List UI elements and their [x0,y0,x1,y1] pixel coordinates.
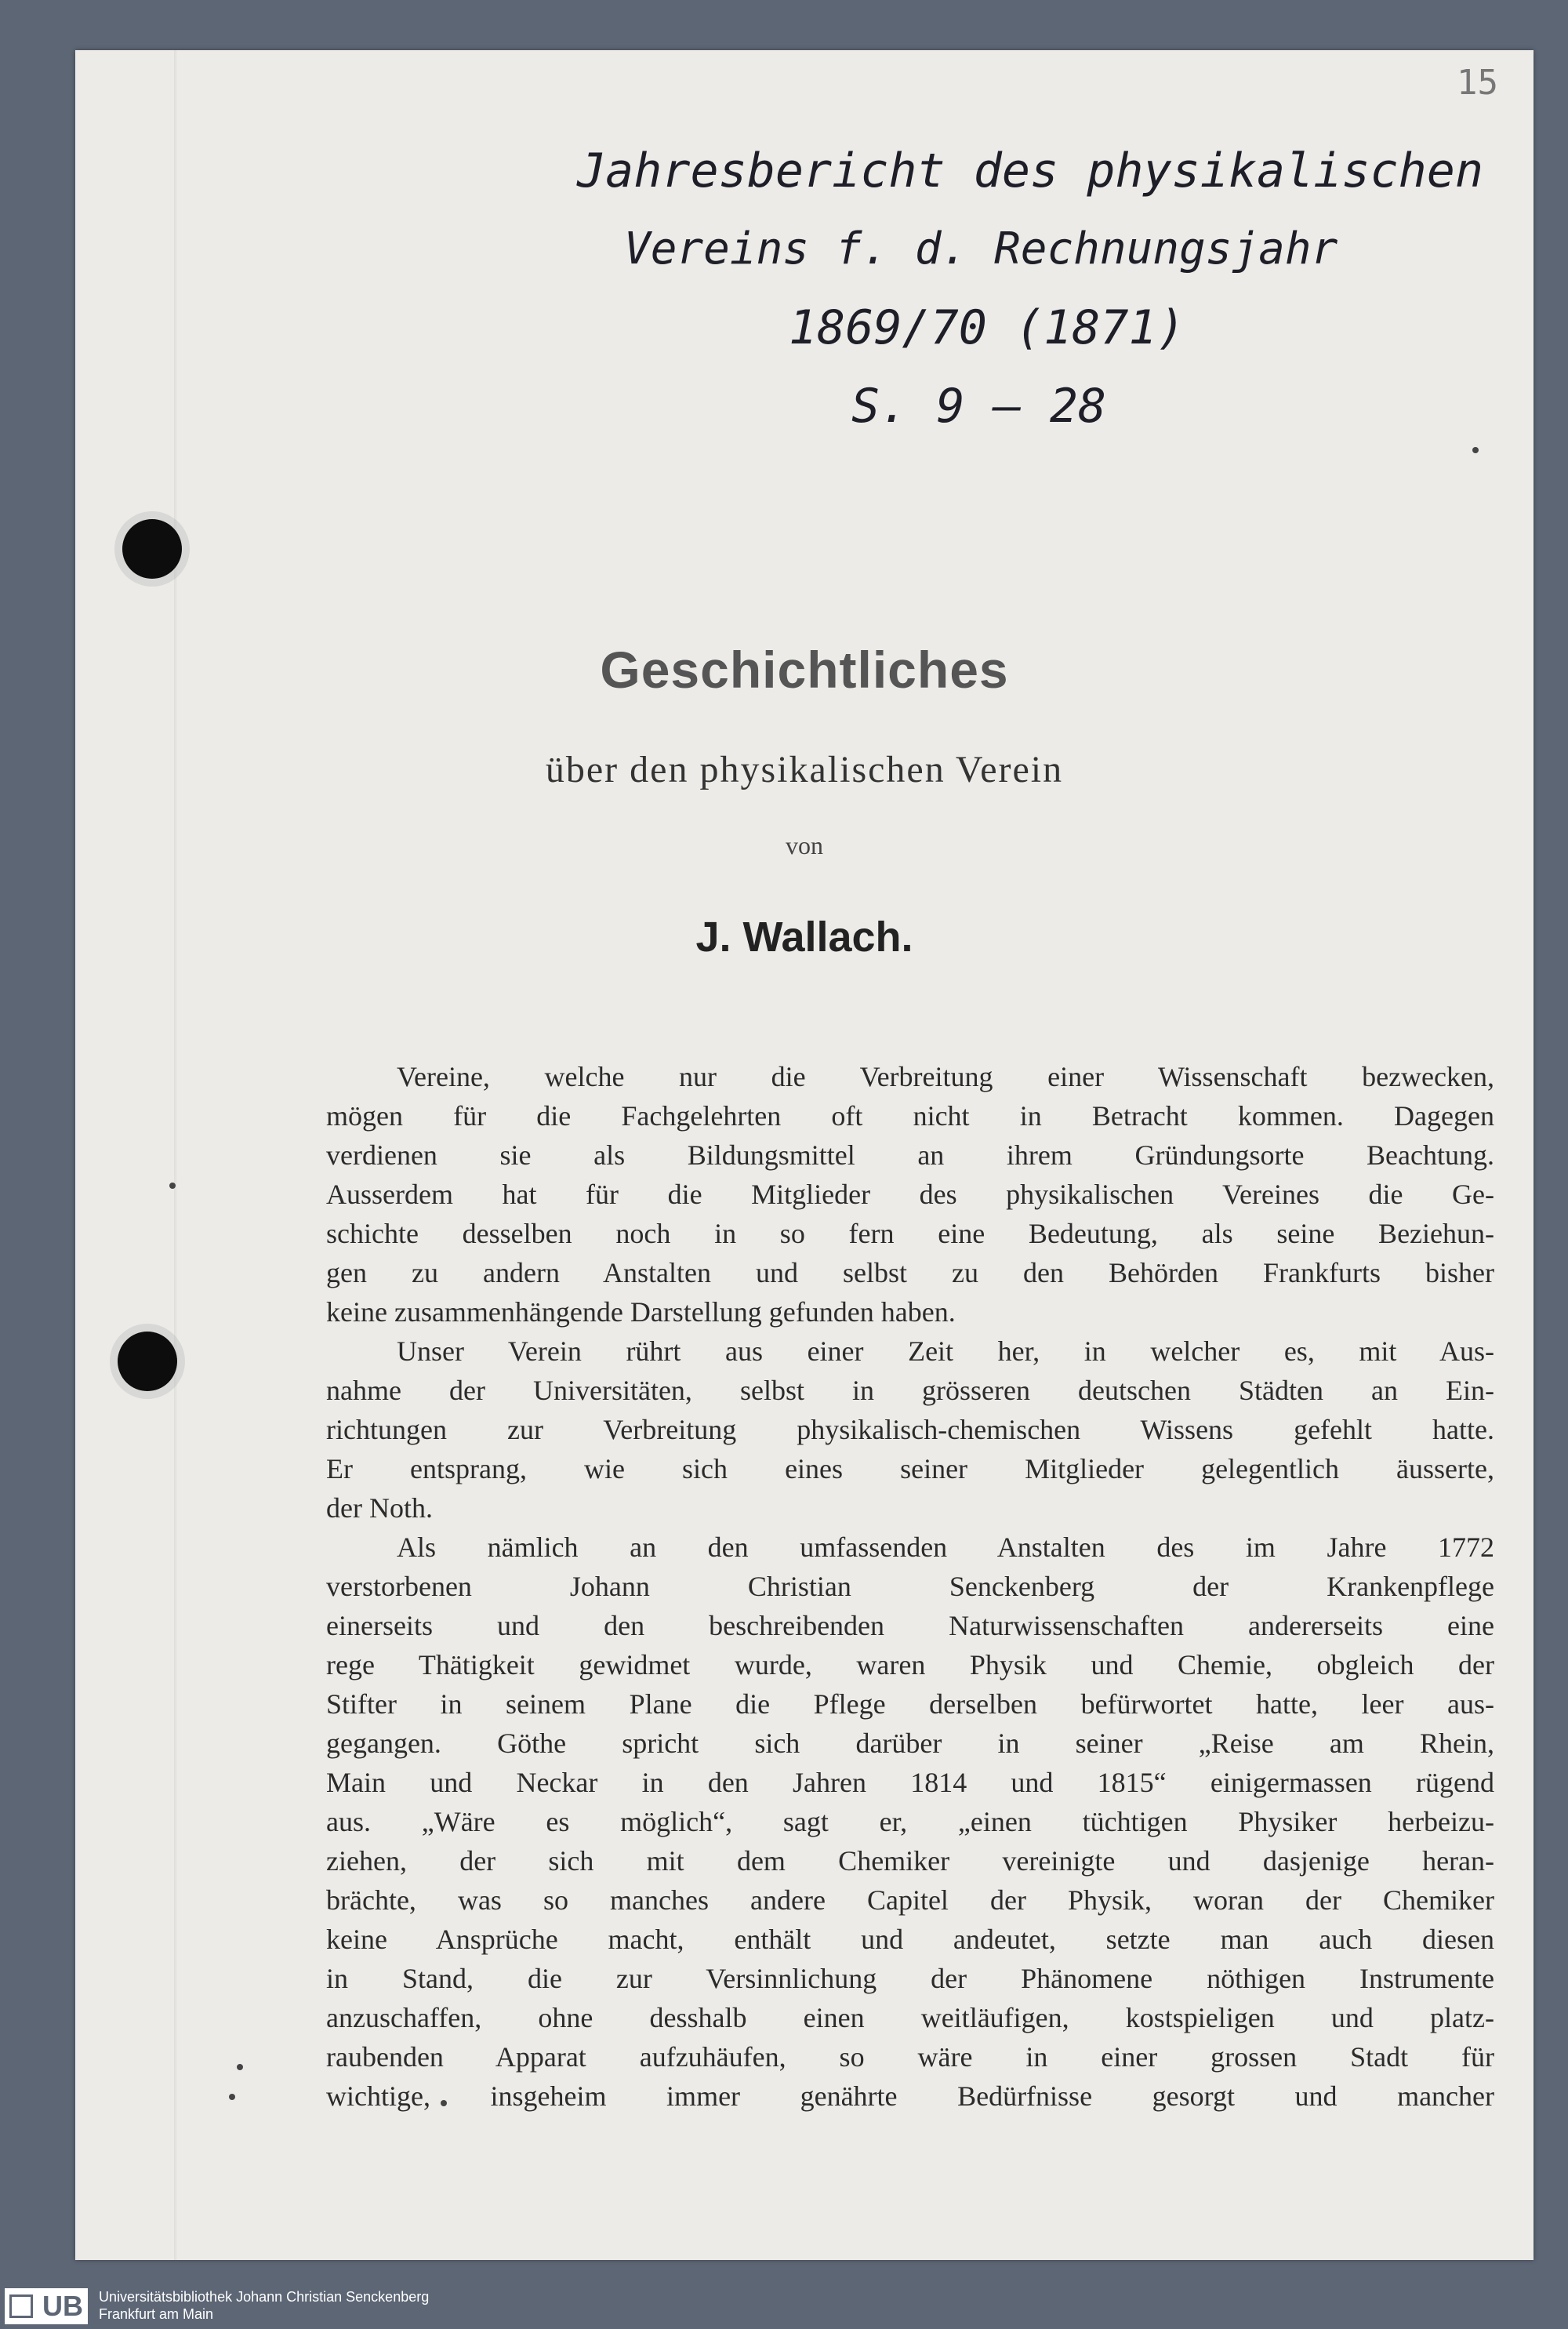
text-line: nahme der Universitäten, selbst in grösseren deutschen Städten an Ein- [326,1375,1494,1406]
text-line: Unser Verein rührt aus einer Zeit her, in welcher es, mit Aus- [397,1335,1494,1367]
text-line: brächte, was so manches andere Capitel der Physik, woran der Chemiker [326,1884,1494,1916]
body-text [326,1057,1494,2116]
byline-von: von [786,831,823,859]
punch-hole-bottom [118,1332,177,1391]
text-line: wichtige, insgeheim immer genährte Bedürfnisse gesorgt und mancher [326,2080,1494,2112]
text-line: anzuschaffen, ohne desshalb einen weitläufigen, kostspieligen und platz- [326,2002,1494,2033]
text-line: verdienen sie als Bildungsmittel an ihrem Gründungsorte Beachtung. [326,1139,1494,1171]
ub-logo [5,2288,88,2324]
footer-line-city: Frankfurt am Main [99,2306,214,2322]
text-line: Ausserdem hat für die Mitglieder des physikalischen Vereines die Ge- [326,1179,1494,1210]
text-line: raubenden Apparat aufzuhäufen, so wäre in einer grossen Stadt für [326,2041,1494,2073]
text-line: richtungen zur Verbreitung physikalisch-chemischen Wissens gefehlt hatte. [326,1414,1494,1445]
subtitle: über den physikalischen Verein [545,749,1064,790]
handwritten-line: Vereins f. d. Rechnungsjahr [624,223,1338,274]
speck [237,2064,243,2070]
text-line: keine Ansprüche macht, enthält und andeutet, setzte man auch diesen [326,1924,1494,1955]
text-line: aus. „Wäre es möglich“, sagt er, „einen tüchtigen Physiker herbeizu- [326,1806,1494,1837]
speck [169,1183,176,1189]
author: J. Wallach. [695,914,913,961]
footer-line-institution: Universitätsbibliothek Johann Christian Senckenberg [99,2289,430,2305]
text-line: Stifter in seinem Plane die Pflege derselben befürwortet hatte, leer aus- [326,1688,1494,1720]
handwritten-line: Jahresbericht des physikalischen [577,144,1483,198]
text-line: gen zu andern Anstalten und selbst zu den Behörden Frankfurts bisher [326,1257,1494,1288]
page-title: Geschichtliches [600,641,1009,699]
document-page [75,50,1534,2260]
text-line: mögen für die Fachgelehrten oft nicht in Betracht kommen. Dagegen [326,1100,1494,1132]
text-line: der Noth. [326,1492,433,1524]
text-line: keine zusammenhängende Darstellung gefunden haben. [326,1296,956,1328]
library-logo-mark-icon [9,2294,33,2318]
speck [1472,447,1479,453]
handwritten-line: 1869/70 (1871) [789,300,1185,355]
handwritten-line: S. 9 – 28 [851,379,1107,434]
text-line: rege Thätigkeit gewidmet wurde, waren Physik und Chemie, obgleich der [326,1649,1494,1680]
text-line: verstorbenen Johann Christian Senckenberg der Krankenpflege [326,1571,1494,1602]
text-line: Main und Neckar in den Jahren 1814 und 1815“ einigermassen rügend [326,1767,1494,1798]
text-line: Er entsprang, wie sich eines seiner Mitglieder gelegentlich äusserte, [326,1453,1494,1484]
speck [229,2094,235,2100]
text-line: schichte desselben noch in so fern eine Bedeutung, als seine Beziehun- [326,1218,1494,1249]
text-line: Als nämlich an den umfassenden Anstalten des im Jahre 1772 [397,1531,1494,1563]
footer-caption [99,2288,429,2323]
fold-line [174,50,177,2260]
page-number: 15 [1457,63,1498,103]
text-line: ziehen, der sich mit dem Chemiker vereinigte und dasjenige heran- [326,1845,1494,1877]
punch-hole-top [122,519,182,579]
text-line: einerseits und den beschreibenden Naturwissenschaften andererseits eine [326,1610,1494,1641]
text-line: Vereine, welche nur die Verbreitung einer Wissenschaft bezwecken, [397,1061,1494,1092]
text-line: in Stand, die zur Versinnlichung der Phänomene nöthigen Instrumente [326,1963,1494,1994]
logo-text: UB [42,2290,83,2322]
footer-bar [0,2279,1568,2329]
text-line: gegangen. Göthe spricht sich darüber in seiner „Reise am Rhein, [326,1728,1494,1759]
